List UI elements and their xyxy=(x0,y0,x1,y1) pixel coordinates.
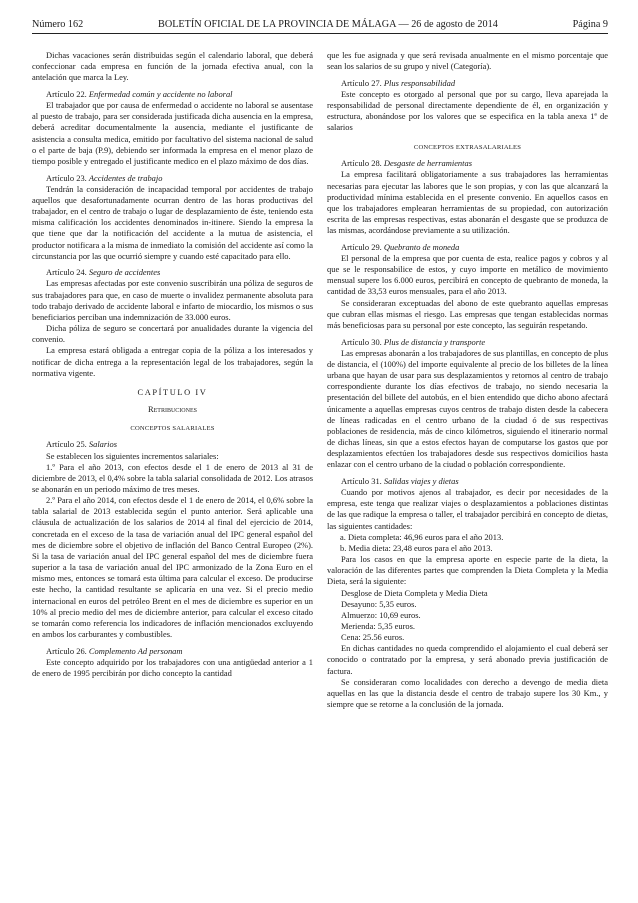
article-label: Artículo 26. xyxy=(46,645,87,656)
article-heading xyxy=(32,646,313,657)
paragraph: Cuando por motivos ajenos al trabajador, es decir por necesidades de la empresa, este tenga que realizar viajes o desplazamientos a poblaciones distintas de las que radique la empresa o taller, el trabajador percibirá en concepto de dietas, las siguientes cantidades: xyxy=(327,487,608,531)
chapter-heading: CAPÍTULO IV xyxy=(137,387,208,397)
bulletin-title: BOLETÍN OFICIAL DE LA PROVINCIA DE MÁLAGA — 26 de agosto de 2014 xyxy=(158,19,498,30)
article-title: Plus de distancia y transporte xyxy=(383,336,486,347)
paragraph: Cena: 25.56 euros. xyxy=(341,632,405,643)
page-header xyxy=(32,14,608,30)
list-item: a. Dieta completa: 46,96 euros para el año 2013. xyxy=(340,531,504,542)
paragraph: 1.º Para el año 2013, con efectos desde el 1 de enero de 2013 al 31 de diciembre de 2013, el 0,4% sobre la tabla salarial consolidada de 2012. Los atrasos se abonarán en un periodo máximo de tres meses. xyxy=(32,461,313,494)
paragraph: Este concepto adquirido por los trabajadores con una antigüedad anterior a 1 de enero de 1995 percibirán por dicho concepto la cantidad xyxy=(32,656,313,678)
right-column xyxy=(327,50,608,710)
header-divider xyxy=(32,33,608,34)
paragraph: Para los casos en que la empresa aporte en especie parte de la dieta, la valoración de las diferentes partes que comprenden la Dieta Completa y la Media Dieta, será la siguiente: xyxy=(327,554,608,587)
chapter-subtitle: Retribuciones xyxy=(148,403,197,414)
article-heading xyxy=(32,267,313,278)
article-title: Seguro de accidentes xyxy=(88,267,161,278)
paragraph: Desayuno: 5,35 euros. xyxy=(341,598,417,609)
section-heading: CONCEPTOS EXTRASALARIALES xyxy=(413,143,522,151)
paragraph: En dichas cantidades no queda comprendido el alojamiento el cual deberá ser conocido o contratado por la empresa, y será abonado previa justificación de factura. xyxy=(327,643,608,676)
article-heading xyxy=(327,476,608,487)
paragraph: La empresa estará obligada a entregar copia de la póliza a los interesados y notificar de dicha entrega a la representación legal de los trabajadores, según la normativa vigente. xyxy=(32,345,313,378)
article-label: Artículo 31. xyxy=(341,475,382,486)
article-heading xyxy=(327,78,608,89)
paragraph: Se establecen los siguientes incrementos salariales: xyxy=(46,450,219,461)
article-heading xyxy=(32,173,313,184)
article-title: Salidas viajes y dietas xyxy=(383,475,459,486)
paragraph: Dichas vacaciones serán distribuidas según el calendario laboral, que deberá confeccionar cada empresa en función de la jornada efectiva anual, con la antelación que marca la Ley. xyxy=(32,50,313,83)
article-heading xyxy=(327,242,608,253)
article-heading xyxy=(32,439,313,450)
paragraph: Almuerzo: 10,69 euros. xyxy=(341,609,421,620)
left-column xyxy=(32,50,313,679)
issue-number: Número 162 xyxy=(32,19,84,30)
article-title: Plus responsabilidad xyxy=(383,77,456,88)
section-heading: CONCEPTOS SALARIALES xyxy=(130,424,215,432)
article-label: Artículo 28. xyxy=(341,158,382,169)
paragraph: El personal de la empresa que por cuenta de esta, realice pagos y cobros y al que se le responsabilice de estos, y cuyo importe en metálico de movimiento mensual supere los 6.000 euros, percibirá en concepto de quebranto de moneda, la cantidad de 33,53 euros mensuales, para el año 2013. xyxy=(327,253,608,297)
article-title: Salarios xyxy=(88,439,118,450)
paragraph: El trabajador que por causa de enfermedad o accidente no laboral se ausentase al puesto de trabajo, para ser considerada justificada dicha ausencia en la empresa, deberá acreditar documentalmente la ausencia, mediante el justificante de asistencia a consulta medica, emitido por facultativo del sistema nacional de salud o el parte de baja (P.9), debiendo ser informada la empresa en el menor plazo de tiempo posible y entregado el justificante medico en el plazo máximo de dos días. xyxy=(32,100,313,166)
paragraph: Dicha póliza de seguro se concertará por anualidades durante la vigencia del convenio. xyxy=(32,323,313,345)
article-label: Artículo 22. xyxy=(46,88,87,99)
article-heading xyxy=(327,337,608,348)
article-label: Artículo 30. xyxy=(341,336,382,347)
paragraph: Desglose de Dieta Completa y Media Dieta xyxy=(341,587,488,598)
article-label: Artículo 23. xyxy=(46,172,87,183)
article-heading xyxy=(32,89,313,100)
page-number: Página 9 xyxy=(572,19,608,30)
paragraph: Se consideraran como localidades con derecho a devengo de media dieta aquellas en las que la distancia desde el centro de trabajo supere los 30 Km., y siempre que se retorne a la conclusión de la jornada. xyxy=(327,676,608,710)
paragraph: 2.º Para el año 2014, con efectos desde el 1 de enero de 2014, el 0,6% sobre la tabla salarial de 2013 establecida según el punto anterior. Será aplicable una cláusula de actualización de los salarios de 2014 al final del ejercicio de 2014, concretada en el exceso de la tasa de variación anual del IPC general español del mes de diciembre sobre el objetivo de inflación del Banco Central Europeo (2%). Si la tasa de variación anual del IPC general español del mes de diciembre fuera superior a la tasa de variación anual del IPC armonizado de la Zona Euro en el mismo mes, entonces se tomará esta última para calcular el exceso. De producirse este hecho, la cantidad resultante se aplicaría en una vez. Si el precio medio internacional en euros del petróleo Brent en el mes de diciembre es superior en un 10% al precio medio del mes de diciembre anterior, para calcular el exceso citado se tomarán como referencia los indicadores de inflación mencionados excluyendo en ambos los carburantes y combustibles. xyxy=(32,495,313,639)
article-title: Desgaste de herramientas xyxy=(383,158,473,169)
article-label: Artículo 29. xyxy=(341,241,382,252)
article-title: Enfermedad común y accidente no laboral xyxy=(88,88,233,99)
article-title: Accidentes de trabajo xyxy=(88,172,163,183)
paragraph: Tendrán la consideración de incapacidad temporal por accidentes de trabajo aquellos que desafortunadamente ocurran dentro de las horas productivas del trabajador, en el centro de trabajo o lugar de desplazamiento de éste, teniendo esta misma calificación los accidentes denominados in-itinere. Siendo la empresa la que tiene que dar la notificación del accidente a la mutua de asistencia, el productor notificara a la misma de inmediato la comisión del accidente así como la circunstancia por las que ocurrió siempre y cuando esté capacitado para ello. xyxy=(32,183,313,261)
article-label: Artículo 25. xyxy=(46,439,87,450)
paragraph: La empresa facilitará obligatoriamente a sus trabajadores las herramientas necesarias para ejecutar las labores que le son propias, y con las que alcanzará la productividad mínima establecida en el presente convenio. En aquellos casos en que los trabajadores emplearan herramientas de su propiedad, con autorización escrita de las empresas respectivas, estas abonarán el desgaste que se produzca de las mismas, acordándose previamente a su utilización. xyxy=(327,169,608,236)
paragraph: que les fue asignada y que será revisada anualmente en el mismo porcentaje que sean los salarios de su grupo y nivel (Categoría). xyxy=(327,50,608,72)
article-title: Complemento Ad personam xyxy=(88,645,183,656)
paragraph: Este concepto es otorgado al personal que por su cargo, lleva aparejada la responsabilidad de personal directamente dependiente de él, en organización y estructura, abonándose por los valores que se especifica en la tabla anexa 1ª de salarios xyxy=(327,88,608,133)
article-heading xyxy=(327,158,608,169)
paragraph: Se consideraran exceptuadas del abono de este quebranto aquellas empresas que cubran ellas mismas el riesgo. Las empresas que tengan establecidas normas más beneficiosas para su personal por este concepto, las seguirán respetando. xyxy=(327,297,608,330)
article-label: Artículo 27. xyxy=(341,77,382,88)
paragraph: Las empresas afectadas por este convenio suscribirán una póliza de seguros de sus trabajadores para que, en caso de muerte o invalidez permanente absoluta para todo trabajo derivado de accidente laboral e infarto de miocardio, los mismos o sus beneficiarios perciban una indemnización de 33.000 euros. xyxy=(32,278,313,322)
paragraph: Merienda: 5,35 euros. xyxy=(341,621,416,631)
list-item: b. Media dieta: 23,48 euros para el año 2013. xyxy=(340,542,493,553)
article-label: Artículo 24. xyxy=(46,267,87,278)
article-title: Quebranto de moneda xyxy=(383,241,460,252)
paragraph: Las empresas abonarán a los trabajadores de sus plantillas, en concepto de plus de distancia, el (100%) del importe equivalente al precio de los billetes de la línea urbana que hayan de usar para sus desplazamientos y retornos al centro de trabajo correspondiente durante los días efectivos de trabajo, no siendo necesaria la presentación del billete del autobús, en el bien entendido que dicho abono afectará únicamente a aquellas empresas cuyos centros de trabajo disten desde la cabecera de líneas radicadas en el centro urbano de la ciudad ó de sus respectivas poblaciones de residencia, más de cinco kilómetros, siguiendo el itinerario normal de dichas líneas, sin que a estos efectos hayan de computarse los gastos que por desplazamientos efectúen los trabajadores desde sus respectivos domicilios hasta enlazar con el centro urbano de la ciudad o población correspondiente. xyxy=(327,347,608,470)
